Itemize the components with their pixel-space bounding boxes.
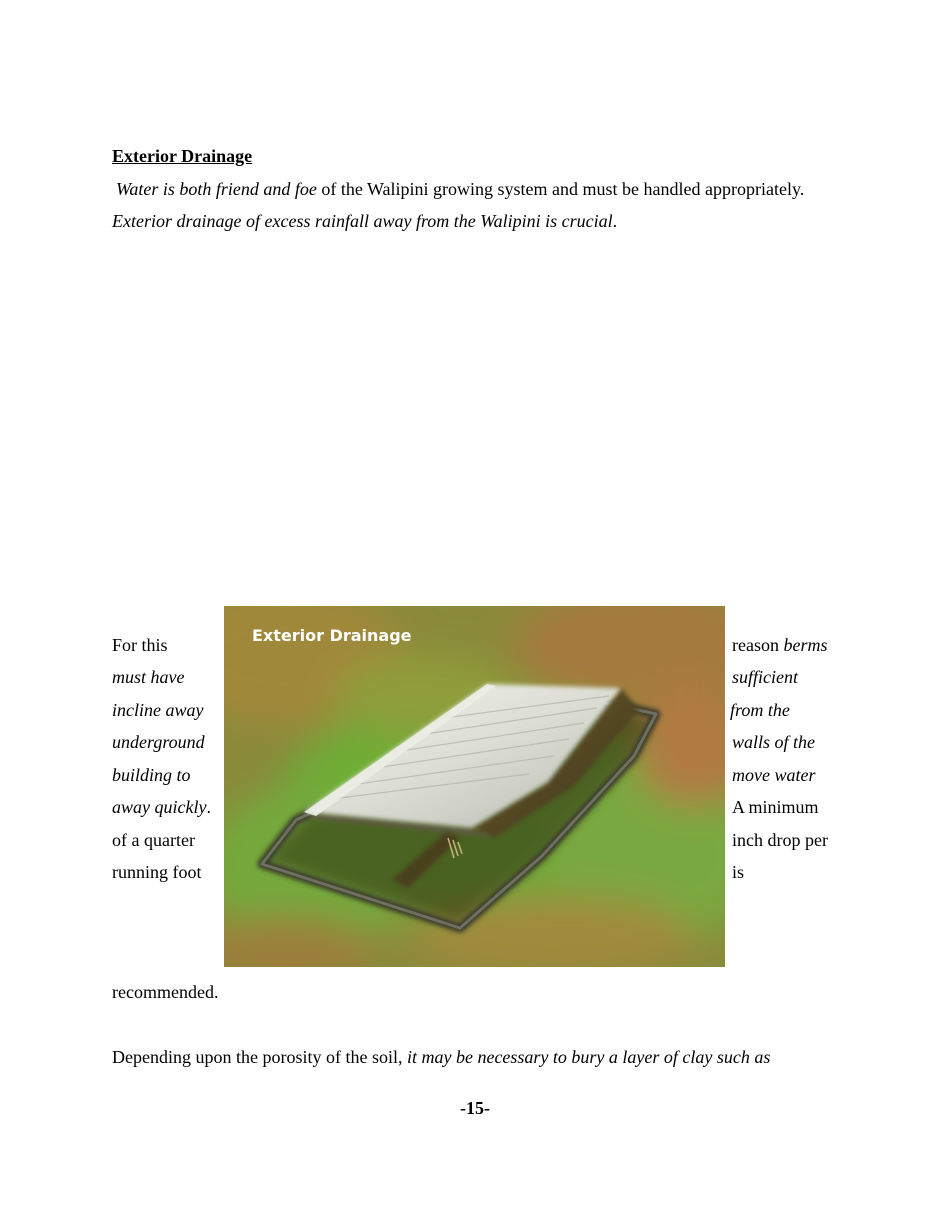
left-line-5 <box>112 764 191 786</box>
intro-line-1-rest: of the Walipini growing system and must be handled appropriately. <box>316 179 805 199</box>
right-line-1-plain: reason <box>732 635 784 655</box>
page-number: -15- <box>460 1098 490 1118</box>
intro-line-1-italic: Water is both friend and foe <box>116 179 317 199</box>
left-line-5-text: building to <box>112 765 191 785</box>
walipini-drainage-illustration-icon <box>224 606 725 967</box>
left-line-6 <box>112 796 211 818</box>
right-line-3-text: from the <box>730 700 790 720</box>
left-line-7: of a quarter <box>112 830 195 850</box>
left-line-1: For this <box>112 635 168 655</box>
intro-line-2-end: . <box>612 211 618 231</box>
left-line-8: running foot <box>112 862 202 882</box>
drainage-figure <box>224 606 725 967</box>
last-paragraph-plain: Depending upon the porosity of the soil, <box>112 1047 407 1067</box>
left-line-6-end: . <box>206 797 211 817</box>
last-paragraph <box>112 1046 770 1068</box>
right-line-6: A minimum <box>732 797 819 817</box>
right-line-5 <box>732 764 815 786</box>
right-line-5-text: move water <box>732 765 816 785</box>
after-figure-text: recommended. <box>112 982 219 1002</box>
left-line-4-text: underground <box>112 732 205 752</box>
right-line-4 <box>732 731 815 753</box>
intro-line-2 <box>112 210 617 232</box>
left-line-2-text: must have <box>112 667 185 687</box>
last-paragraph-italic: it may be necessary to bury a layer of clay such as <box>406 1047 771 1067</box>
right-line-2-text: sufficient <box>732 667 798 687</box>
left-line-2 <box>112 666 184 688</box>
intro-line-2-italic: Exterior drainage of excess rainfall away from the Walipini is crucial <box>112 211 613 231</box>
left-line-3 <box>112 699 203 721</box>
right-line-3 <box>730 699 790 721</box>
intro-line-1 <box>116 178 804 200</box>
left-line-3-text: incline away <box>112 700 204 720</box>
section-heading: Exterior Drainage <box>112 146 253 166</box>
right-line-4-text: walls of the <box>732 732 816 752</box>
right-line-1 <box>732 634 827 656</box>
right-line-7: inch drop per <box>732 830 828 850</box>
left-line-6-italic: away quickly <box>112 797 207 817</box>
right-line-8: is <box>732 862 745 882</box>
left-line-4 <box>112 731 205 753</box>
right-line-2 <box>732 666 798 688</box>
figure-title: Exterior Drainage <box>252 626 412 645</box>
right-line-1-italic: berms <box>783 635 828 655</box>
